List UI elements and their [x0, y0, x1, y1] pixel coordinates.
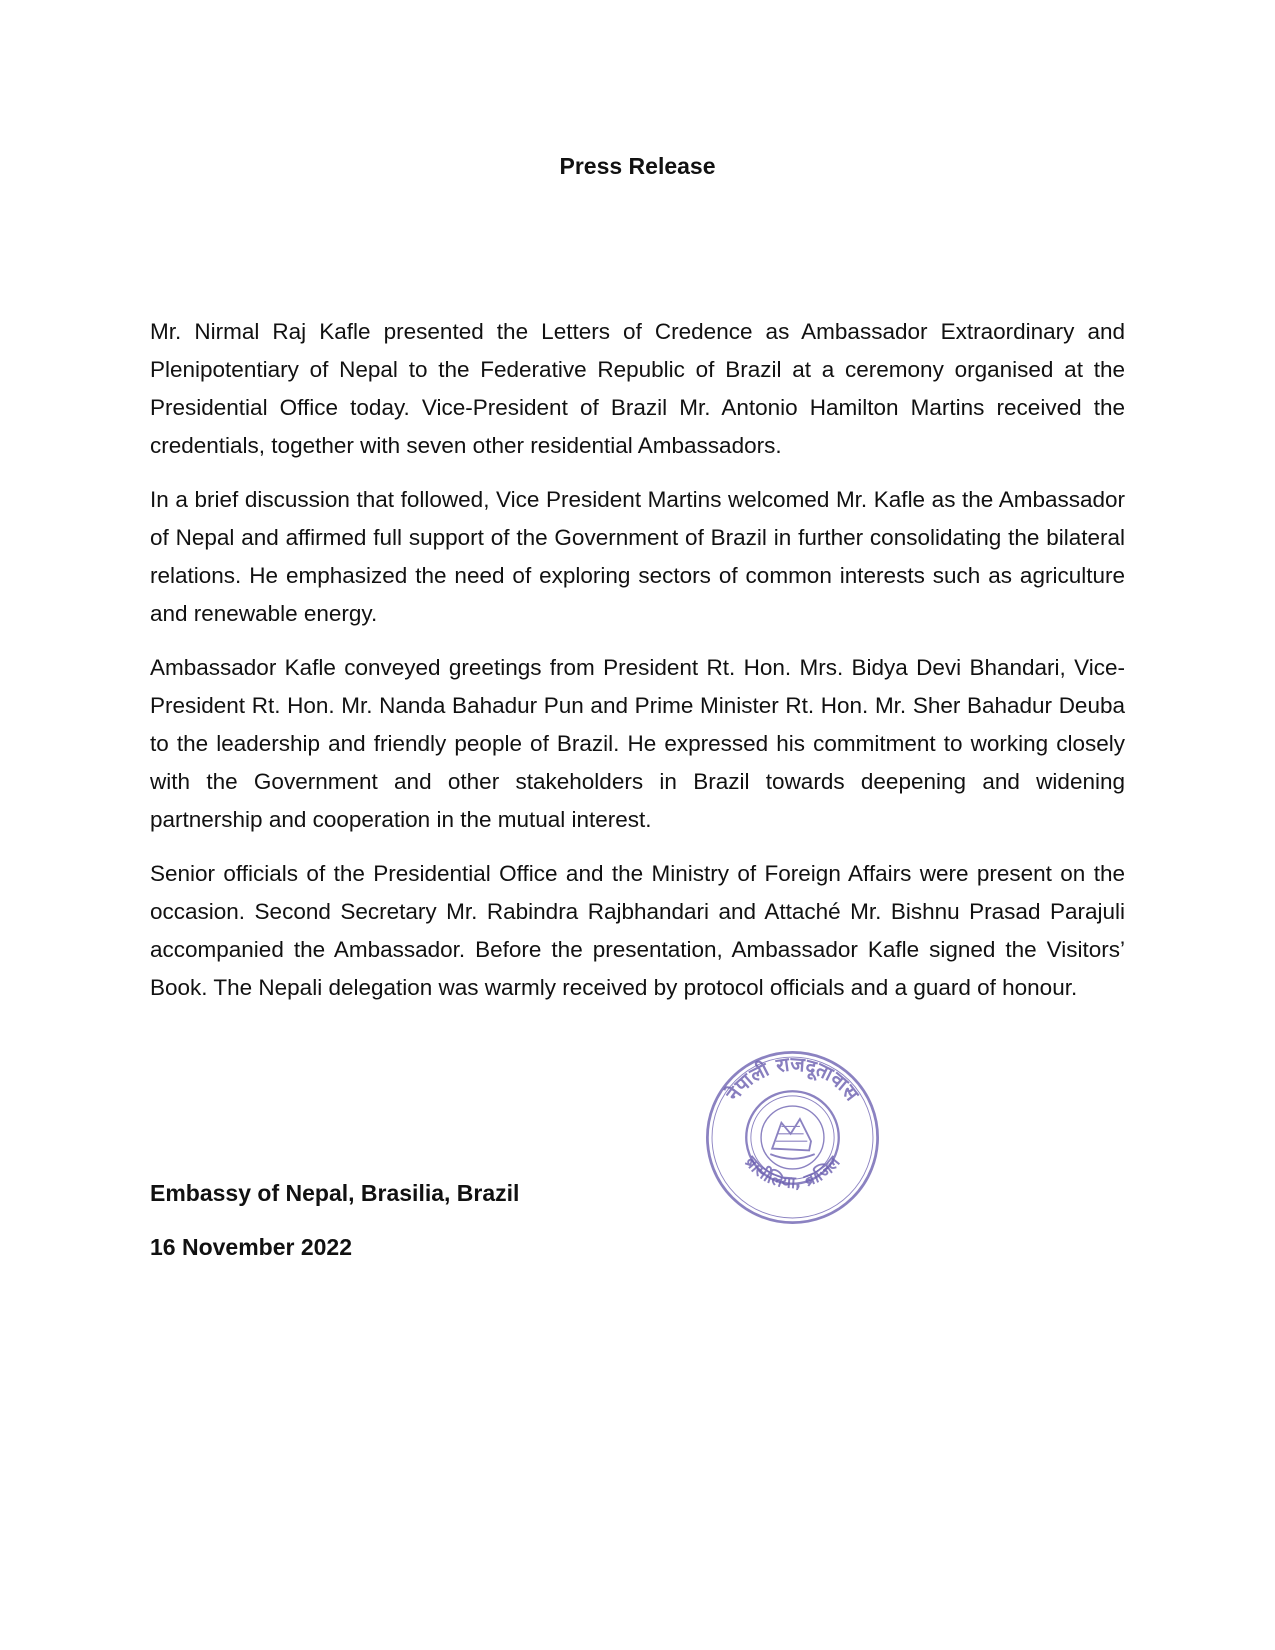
paragraph-1: Mr. Nirmal Raj Kafle presented the Letters of Credence as Ambassador Extraordinary and Plenipotentiary of Nepal to the Federative Republic of Brazil at a ceremony organised at the Presidential Office today. Vice-President of Brazil Mr. Antonio Hamilton Martins received the credentials, together with seven other residential Ambassadors.	[150, 319, 1125, 458]
issuer-signature: Embassy of Nepal, Brasilia, Brazil	[150, 1180, 520, 1206]
press-release-body	[150, 313, 1125, 1023]
seal-text-bottom: ब्रासीलिया, ब्राजिल	[741, 1152, 844, 1193]
release-date: 16 November 2022	[150, 1234, 353, 1260]
seal-text-top: नेपाली राजदूतावास	[721, 1052, 864, 1106]
embassy-seal-icon	[700, 1045, 885, 1230]
page-title: Press Release	[559, 153, 716, 179]
paragraph-3: Ambassador Kafle conveyed greetings from President Rt. Hon. Mrs. Bidya Devi Bhandari, Vice-President Rt. Hon. Mr. Nanda Bahadur Pun and Prime Minister Rt. Hon. Mr. Sher Bahadur Deuba to the leadership and friendly people of Brazil. He expressed his commitment to working closely with the Government and other stakeholders in Brazil towards deepening and widening partnership and cooperation in the mutual interest.	[150, 655, 1125, 832]
paragraph-4: Senior officials of the Presidential Office and the Ministry of Foreign Affairs were present on the occasion. Second Secretary Mr. Rabindra Rajbhandari and Attaché Mr. Bishnu Prasad Parajuli accompanied the Ambassador. Before the presentation, Ambassador Kafle signed the Visitors’ Book. The Nepali delegation was warmly received by protocol officials and a guard of honour.	[150, 861, 1125, 1000]
paragraph-2: In a brief discussion that followed, Vice President Martins welcomed Mr. Kafle as the Ambassador of Nepal and affirmed full support of the Government of Brazil in further consolidating the bilateral relations. He emphasized the need of exploring sectors of common interests such as agriculture and renewable energy.	[150, 487, 1125, 626]
